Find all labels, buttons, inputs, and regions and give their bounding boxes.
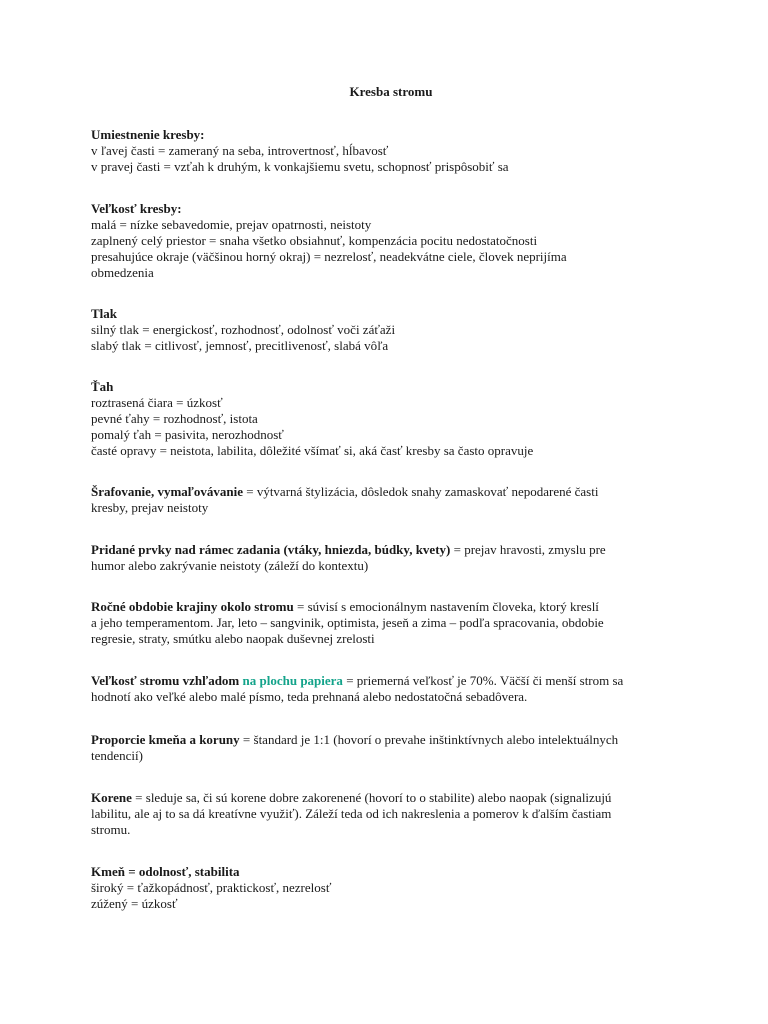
section-text: = sleduje sa, či sú korene dobre zakorenené (hovorí to o stabilite) alebo naopak (signalizujú [131,790,612,805]
section-line: hodnotí ako veľké alebo malé písmo, teda prehnaná alebo nedostatočná sebadôvera. [91,689,528,704]
section-heading: Pridané prvky nad rámec zadania (vtáky, hniezda, búdky, kvety) [91,542,451,557]
section-line: pomalý ťah = pasivita, nerozhodnosť [91,427,284,442]
section-text: = súvisí s emocionálnym nastavením človeka, ktorý kreslí [293,599,599,614]
section-line: labilitu, ale aj to sa dá kreatívne využiť). Záleží teda od ich nakreslenia a pomerov k ďalším častiam [91,806,612,821]
section-size [91,201,567,281]
section-heading: Korene [91,790,132,805]
section-line: zúžený = úzkosť [91,896,178,911]
section-text: = výtvarná štylizácia, dôsledok snahy zamaskovať nepodarené časti [242,484,599,499]
section-line: tendencií) [91,748,143,763]
section-line: obmedzenia [91,265,154,280]
section-heading: Kmeň = odolnosť, stabilita [91,864,240,879]
section-line: silný tlak = energickosť, rozhodnosť, odolnosť voči záťaži [91,322,396,337]
section-line: kresby, prejav neistoty [91,500,209,515]
section-heading: Proporcie kmeňa a koruny [91,732,240,747]
section-line: zaplnený celý priestor = snaha všetko obsiahnuť, kompenzácia pocitu nedostatočnosti [91,233,538,248]
section-heading: Umiestnenie kresby: [91,127,205,142]
highlight-link-text[interactable]: na plochu papiera [242,673,343,688]
section-line: v pravej časti = vzťah k druhým, k vonkajšiemu svetu, schopnosť prispôsobiť sa [91,159,509,174]
section-trunk [91,864,691,912]
section-line: humor alebo zakrývanie neistoty (záleží do kontextu) [91,558,369,573]
section-season [91,599,691,647]
section-line: stromu. [91,822,131,837]
section-line: a jeho temperamentom. Jar, leto – sangvinik, optimista, jeseň a zima – podľa spracovania, obdobie [91,615,604,630]
section-text: = priemerná veľkosť je 70%. Väčší či menší strom sa [342,673,624,688]
section-line: časté opravy = neistota, labilita, dôležité všímať si, aká časť kresby sa často opravuje [91,443,534,458]
section-line: pevné ťahy = rozhodnosť, istota [91,411,258,426]
section-line: malá = nízke sebavedomie, prejav opatrnosti, neistoty [91,217,372,232]
document-title: Kresba stromu [349,84,433,99]
section-placement [91,127,509,175]
section-stroke [91,379,533,459]
section-heading: Veľkosť stromu vzhľadom [91,673,243,688]
section-heading: Veľkosť kresby: [91,201,182,216]
section-line: presahujúce okraje (väčšinou horný okraj) = nezrelosť, neadekvátne ciele, človek neprijíma [91,249,567,264]
section-text: = štandard je 1:1 (hovorí o prevahe inštinktívnych alebo intelektuálnych [239,732,619,747]
section-line: široký = ťažkopádnosť, praktickosť, nezrelosť [91,880,332,895]
section-heading: Šrafovanie, vymaľovávanie [91,484,243,499]
section-added-elements [91,542,691,574]
section-proportions [91,732,691,764]
document-page [91,84,691,911]
section-line: roztrasená čiara = úzkosť [91,395,223,410]
section-heading: Tlak [91,306,118,321]
section-pressure [91,306,395,354]
section-line: regresie, straty, smútku alebo naopak duševnej zrelosti [91,631,375,646]
section-tree-size [91,673,691,705]
section-heading: Ťah [91,379,114,394]
section-text: = prejav hravosti, zmyslu pre [450,542,606,557]
section-roots [91,790,691,838]
section-line: slabý tlak = citlivosť, jemnosť, precitlivenosť, slabá vôľa [91,338,389,353]
section-line: v ľavej časti = zameraný na seba, introvertnosť, hĺbavosť [91,143,389,158]
section-shading [91,484,691,516]
section-heading: Ročné obdobie krajiny okolo stromu [91,599,294,614]
